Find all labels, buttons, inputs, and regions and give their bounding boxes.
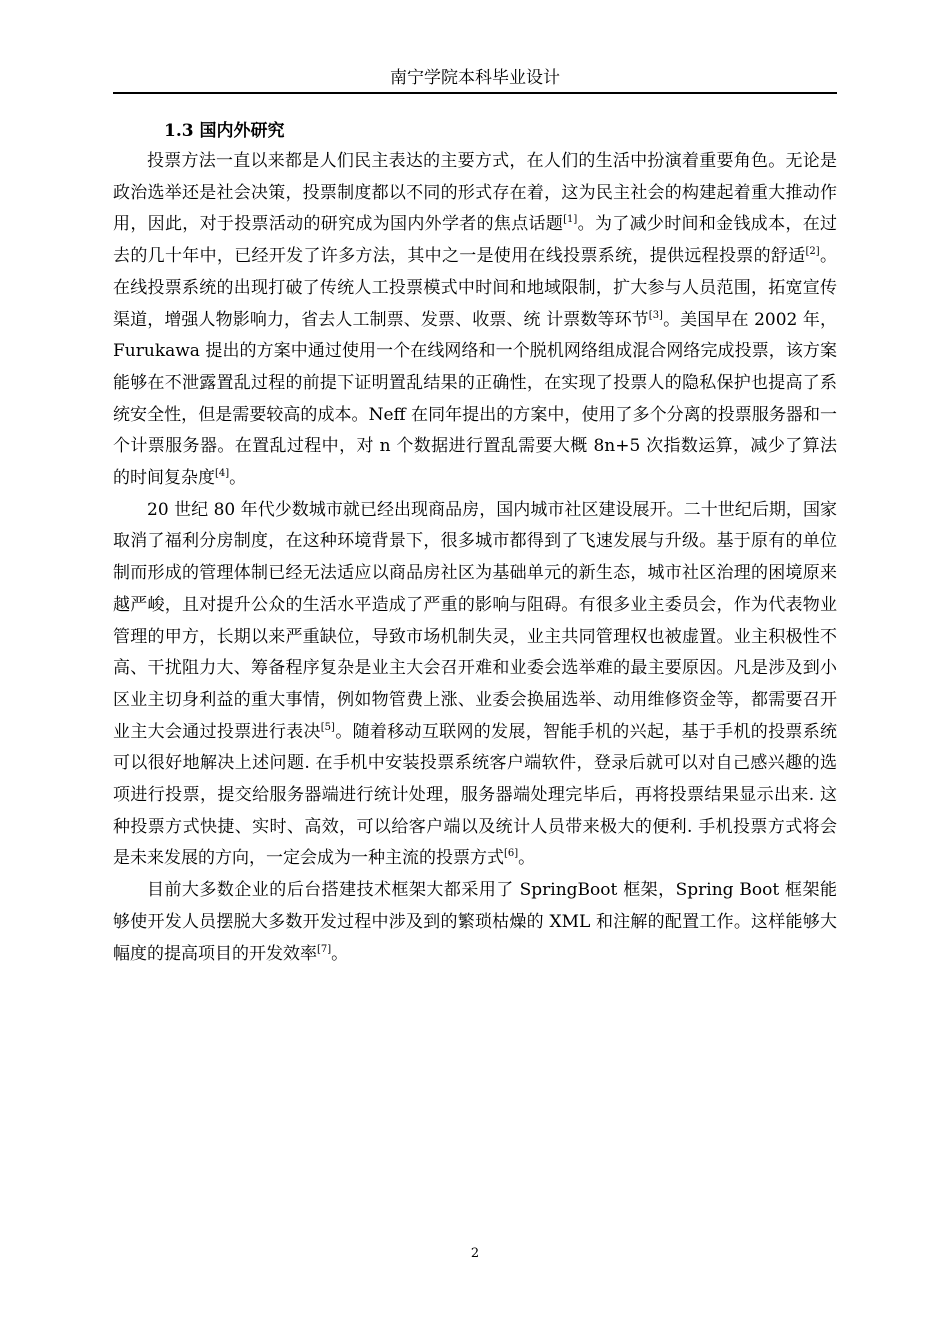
paragraph-3 [113, 875, 837, 970]
text-run: 。 [518, 848, 536, 869]
paragraph-2 [113, 495, 837, 875]
page-header-title: 南宁学院本科毕业设计 [390, 68, 560, 88]
header-rule [113, 92, 837, 94]
citation-6: [6] [504, 848, 519, 860]
text-run: 。随着移动互联网的发展，智能手机的兴起，基于手机的投票系统可以很好地解决上述问题. 在手机中安装投票系统客户端软件，登录后就可以对自己感兴趣的选项进行投票，提交给服务器端进行统计处理，服务器端处理完毕后，再将投票结果显示出来. 这种投票方式快捷、实时、高效，可以给客户端以及统计人员带来极大的便利. 手机投票方式将会是未来发展的方向，一定会成为一种主流的投票方式 [113, 721, 838, 869]
text-run: 。美国早在 2002 年，Furukawa 提出的方案中通过使用一个在线网络和一个脱机网络组成混合网络完成投票，该方案能够在不泄露置乱过程的前提下证明置乱结果的正确性，在实现了投票人的隐私保护也提高了系统安全性，但是需要较高的成本。Neff 在同年提出的方案中，使用了多个分离的投票服务器和一个计票服务器。在置乱过程中，对 n 个数据进行置乱需要大概 8n+5 次指数运算，减少了算法的时间复杂度 [113, 309, 837, 489]
text-run: 。为了减少时间和金钱成本，在过去的几十年中，已经开发了许多方法，其中之一是使用在线投票系统，提供远程投票的舒适 [113, 214, 838, 267]
text-run: 。 [331, 943, 349, 964]
text-run: 20 世纪 80 年代少数城市就已经出现商品房，国内城市社区建设展开。二十世纪后期，国家取消了福利分房制度，在这种环境背景下，很多城市都得到了飞速发展与升级。基于原有的单位制而形成的管理体制已经无法适应以商品房社区为基础单元的新生态，城市社区治理的困境原来越严峻，且对提升公众的生活水平造成了严重的影响与阻碍。有很多业主委员会，作为代表物业管理的甲方，长期以来严重缺位，导致市场机制失灵，业主共同管理权也被虚置。业主积极性不高、干扰阻力大、筹备程序复杂是业主大会召开难和业委会选举难的最主要原因。凡是涉及到小区业主切身利益的重大事情，例如物管费上涨、业委会换届选举、动用维修资金等，都需要召开业主大会通过投票进行表决 [113, 499, 837, 742]
page-number: 2 [470, 1246, 480, 1261]
citation-7: [7] [317, 943, 332, 955]
section-heading: 1.3 国内外研究 [164, 121, 285, 141]
citation-5: [5] [320, 721, 335, 733]
citation-2: [2] [805, 246, 820, 258]
text-run: 投票方法一直以来都是人们民主表达的主要方式，在人们的生活中扮演着重要角色。无论是政治选举还是社会决策，投票制度都以不同的形式存在着，这为民主社会的构建起着重大推动作用，因此，对于投票活动的研究成为国内外学者的焦点话题 [113, 151, 837, 235]
text-run: 。 [229, 468, 247, 489]
paragraph-1 [113, 146, 837, 495]
text-run: 。在线投票系统的出现打破了传统人工投票模式中时间和地域限制，扩大参与人员范围，拓宽宣传 渠道，增强人物影响力，省去人工制票、发票、收票、统 计票数等环节 [113, 246, 838, 330]
text-run: 目前大多数企业的后台搭建技术框架大都采用了 SpringBoot 框架，Spring Boot 框架能够使开发人员摆脱大多数开发过程中涉及到的繁琐枯燥的 XML 和注解的配置工作。这样能够大幅度的提高项目的开发效率 [113, 880, 837, 964]
citation-3: [3] [648, 309, 663, 321]
citation-4: [4] [215, 468, 230, 480]
page-body [113, 116, 837, 970]
citation-1: [1] [563, 214, 578, 226]
